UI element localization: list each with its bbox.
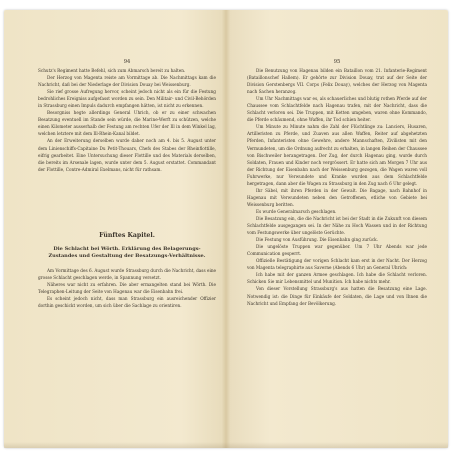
left-paragraphs-before bbox=[38, 67, 216, 173]
paragraph: Um Minute zu Minute nahm die Zahl der Flüchtlinge zu: Lanciers, Husaren, Artilleristen zu Pferde, und Zuaven aus allen Waffen, Reiter auf abgehetzten Pferden, Infanteristen ohne Gewehre, andere Mannschaften, Zivilisten mit den Vermundeten, um die Ordnung aufrecht zu erhalten, in langen Reihen der Chaussee von Bischweiler herangetragen. Der Zug, der durch Hagenau ging, wurde durch Soldaten, Frauen und Kinder noch vergrössert. Er hatte sich am Morgen 7 Uhr aus der Richtung der Eisenbahn nach der Weissenburg gezogen, die Wagen waren voll Fuhrwerke, nur Verwundete und Kranke wurden aus dem Schlachtfelde hergetragen, dann aber die Wagen zu Strassburg in den Zug nach 6 Uhr gelegt. bbox=[247, 124, 427, 186]
paragraph: Die ungelöste Truppen war gegenüber. Um 7 Uhr Abends war jede Communication gesperrt. bbox=[247, 244, 427, 257]
right-page bbox=[247, 10, 427, 448]
paragraph: Der Herzog von Magenta reiste am Vormittage ab. Die Nachmittags kam die Nachricht, daß bei der Niederlage der Division Douay bei Weissenburg. bbox=[38, 75, 216, 88]
paragraph: Ich habe mit der ganzen Armee geschlagen. Ich habe die Schlacht verloren. Schicken Sie mir Lebensmittel und Munition. Ich habe nichts mehr. bbox=[247, 272, 427, 285]
right-page-number: 95 bbox=[333, 59, 341, 65]
paragraph: Näheres war nicht zu erfahren. Die aber ermangelten stand bei Wörth. Die Telegraphen-Leitung der Seite von Hagenau war die Eisenbahn frei. bbox=[38, 281, 216, 294]
right-paragraphs bbox=[247, 67, 427, 307]
paragraph: An der Erweiterung derselben wurde daher noch am 4. bis 5. August unter dem Linienschiffs-Capitaine Du Petit-Thouars, Chefs des Stabes der Rheinflottille, eifrig gearbeitet. Eine Untersuchung dieser Flottille und des Materials derselben, die bereits im Arsenale lagen, wurde unter dem 5. August erstattet. Commandant der Flottille, Contre-Admiral Exelmans, nicht für rathsam. bbox=[38, 138, 216, 172]
paragraph: Am Vormittage des 6. August wurde Strassburg durch die Nachricht, dass eine grosse Schlacht geschlagen werde, in Spannung versetzt. bbox=[38, 267, 216, 280]
chapter-title: Fünftes Kapitel. bbox=[99, 231, 155, 239]
left-page bbox=[38, 10, 216, 448]
paragraph: Sie rief grosse Aufregung hervor, scheint jedoch nicht als ein für die Festung bedrohliches Ereigniss aufgefasst worden zu sein. Den Militair- und Civil-Behörden in Strassburg einen Impuls dadurch empfangen hätten, ist nicht zu erkennen. bbox=[38, 89, 216, 109]
paragraph: Die Besatzung ein, die die Nachricht ist bei der Stadt in die Zukunft von diesem Schlachtfelde ausgegangen sei. In der Nähe zu Hoch Wassen und in der Richtung vom Festungswerke über ungelöste Gerüchte. bbox=[247, 215, 427, 236]
chapter-spacer bbox=[38, 173, 216, 231]
chapter-subtitle: Die Schlacht bei Wörth. Erklärung des Belagerungs-Zustandes und Gestaltung der Besatzungs-Verhältnisse. bbox=[48, 245, 206, 260]
paragraph: Um Uhr Nachmittags war es, als schauerliches und blutig rothen Pferde auf der Chaussee vom Schlachtfelde nach Hagenau trafen, mit der Nachricht, dass die Schlacht verloren sei. Die Truppen, mit Ketten umgeben, waren ohne Kommando, die Pferde schäumend, ohne Waffen, ihr Tod schien heiter. bbox=[247, 96, 427, 123]
paragraph: Offizielle Bestätigung der vorigen Schlacht kam erst in der Nacht. Der Herzog von Magenta telegraphirte aus Saverne (Abends 6 Uhr) an General Uhrich: bbox=[247, 258, 427, 271]
paragraph: Die Festung von Ausführung. Die Eisenbahn ging zurück. bbox=[256, 237, 379, 243]
paragraph: Von dieser Vorstellung Strassburg's aus hatten die Besatzung eine Lage. Notwendig ist: die Dinge für Einkäufe der Soldaten, die Lage und von Ihnen die Nachricht und Empfang der Bevölkerung. bbox=[247, 286, 427, 306]
left-paragraphs-after bbox=[38, 267, 216, 309]
paragraph: Die Benutzung von Hagenau bilden ein Bataillon vom 21. Infanterie-Regiment (Bataillonschef Hallem). Er gehörte zur Division Douay, trat auf der Seite der Division Gerstenbergs VII. Corps (Felix Douay), welches der Herzog von Magenta nach Sachen heranzog. bbox=[247, 68, 427, 95]
paragraph: Ihr Säbel, mit ihren Pferden in der Gewalt. Die Bagage, nach Bahnhof in Hagenau mit Verwundeten neben den Getroffenen, etliche von Gebiete bei Weissenburg beritten. bbox=[247, 187, 427, 207]
open-book bbox=[4, 10, 448, 448]
paragraph: Es scheint jedoch nicht, dass man Strassburg ein ausreichender Offizier dorthin geschickt worden, um sich über die Sachlage zu orientiren. bbox=[38, 295, 216, 308]
paragraph: Schutz's Regiment hatte Befehl, sich zum Abmarsch bereit zu halten. bbox=[38, 68, 186, 73]
left-page-number: 94 bbox=[123, 59, 131, 65]
paragraph: Es wurde Generalmarsch geschlagen. bbox=[256, 208, 337, 214]
paragraph: Besorgniss hegte allerdings General Uhrich, ob er zu einer schwachen Besatzung eventuell im Stande sein würde, die Marine-Werft zu schützen, welche einen Kilometer ausserhalb der Festung am rechten Ufer der Ill in dem Winkel lag, welchen letztere mit dem Ill-Rhein-Kanal bildet. bbox=[38, 110, 216, 137]
